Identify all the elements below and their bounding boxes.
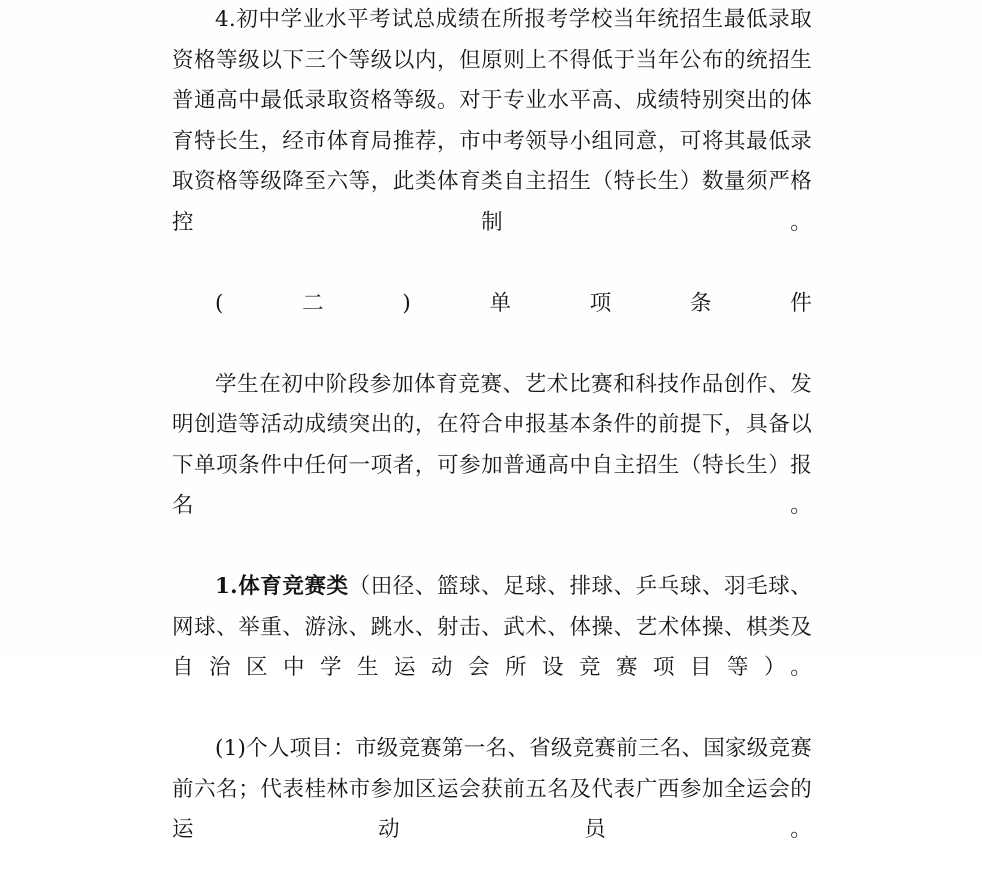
paragraph-item-1-individual: (1)个人项目：市级竞赛第一名、省级竞赛前三名、国家级竞赛前六名；代表桂林市参加区运会获前五名及代表广西参加全运会的运动员。 (172, 736, 812, 842)
paragraph-item-1-sports-body: （田径、篮球、足球、排球、乒乓球、羽毛球、网球、举重、游泳、跳水、射击、武术、体操、艺术体操、棋类及自治区中学生运动会所设竞赛项目等）。 (172, 574, 812, 680)
document-text-column (172, 0, 812, 891)
paragraph-section-2-intro: 学生在初中阶段参加体育竞赛、艺术比赛和科技作品创作、发明创造等活动成绩突出的，在符合申报基本条件的前提下，具备以下单项条件中任何一项者，可参加普通高中自主招生（特长生）报名。 (172, 371, 812, 518)
paragraph-section-2-heading: (二)单项条件 (215, 290, 812, 316)
paragraph-item-1-sports-lead: 1.体育竞赛类 (215, 574, 349, 599)
paragraph-item-4: 4.初中学业水平考试总成绩在所报考学校当年统招生最低录取资格等级以下三个等级以内，但原则上不得低于当年公布的统招生普通高中最低录取资格等级。对于专业水平高、成绩特别突出的体育特长生，经市体育局推荐，市中考领导小组同意，可将其最低录取资格等级降至六等，此类体育类自主招生（特长生）数量须严格控制。 (172, 7, 812, 235)
paragraph-item-1-sports (172, 567, 812, 729)
